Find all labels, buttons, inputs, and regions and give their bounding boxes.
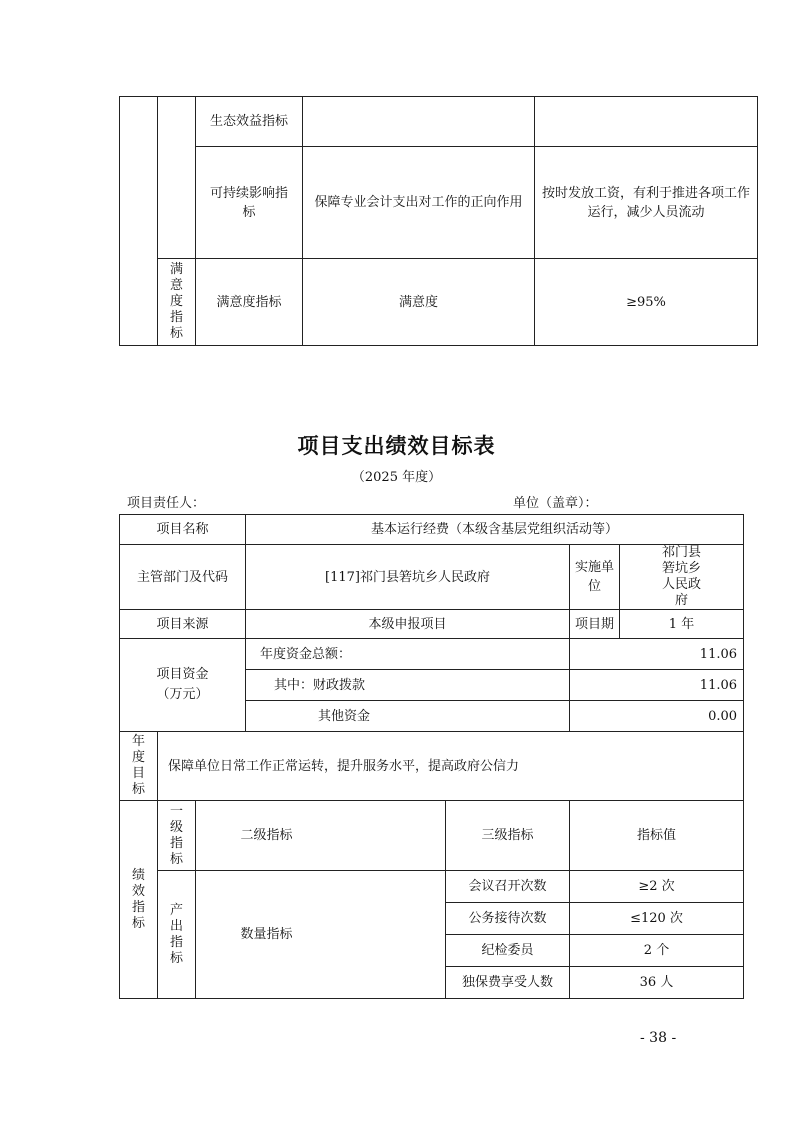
empty-cell bbox=[158, 97, 196, 259]
table-row bbox=[120, 639, 744, 670]
project-name-value: 基本运行经费（本级含基层党组织活动等） bbox=[246, 515, 744, 545]
unit-seal-label: 单位（盖章）： bbox=[513, 496, 598, 511]
page-number: - 38 - bbox=[640, 1030, 677, 1046]
source-label: 项目来源 bbox=[120, 610, 246, 639]
level3-cell bbox=[303, 97, 535, 147]
empty-cell bbox=[120, 97, 158, 346]
fund-item-label: 年度资金总额： bbox=[246, 639, 570, 670]
table-row bbox=[120, 610, 744, 639]
level3-cell: 满意度 bbox=[303, 259, 535, 346]
table-row bbox=[120, 545, 744, 610]
source-value: 本级申报项目 bbox=[246, 610, 570, 639]
output-indicator-label: 产 出 指 标 bbox=[158, 871, 196, 999]
period-label: 项目期 bbox=[570, 610, 620, 639]
value-cell: ≤120 次 bbox=[570, 903, 744, 935]
level3-cell: 公务接待次数 bbox=[446, 903, 570, 935]
dept-value: [117]祁门县箬坑乡人民政府 bbox=[246, 545, 570, 610]
header-level3: 三级指标 bbox=[446, 801, 570, 871]
level3-cell: 会议召开次数 bbox=[446, 871, 570, 903]
level2-cell: 满意度指标 bbox=[196, 259, 303, 346]
page-subtitle: （2025 年度） bbox=[351, 470, 442, 485]
level2-cell: 可持续影响指标 bbox=[196, 147, 303, 259]
level2-cell: 生态效益指标 bbox=[196, 97, 303, 147]
fund-item-value: 0.00 bbox=[570, 701, 744, 732]
table-row bbox=[120, 259, 758, 346]
value-cell bbox=[535, 97, 758, 147]
table-row bbox=[120, 147, 758, 259]
level3-cell: 保障专业会计支出对工作的正向作用 bbox=[303, 147, 535, 259]
funds-label: 项目资金 （万元） bbox=[120, 639, 246, 732]
table-row bbox=[120, 801, 744, 871]
perf-indicator-label: 绩 效 指 标 bbox=[120, 801, 158, 999]
table-row bbox=[120, 97, 758, 147]
table-row bbox=[120, 732, 744, 801]
value-cell: 36 人 bbox=[570, 967, 744, 999]
impl-unit-label: 实施单位 bbox=[570, 545, 620, 610]
period-value: 1 年 bbox=[620, 610, 744, 639]
level3-cell: 纪检委员 bbox=[446, 935, 570, 967]
fund-item-label: 其中：财政拨款 bbox=[246, 670, 570, 701]
header-value: 指标值 bbox=[570, 801, 744, 871]
value-cell: ≥2 次 bbox=[570, 871, 744, 903]
fund-item-label: 其他资金 bbox=[246, 701, 570, 732]
quantity-indicator-label: 数量指标 bbox=[196, 871, 446, 999]
performance-target-table bbox=[119, 514, 744, 999]
value-cell: 2 个 bbox=[570, 935, 744, 967]
table-row bbox=[120, 871, 744, 903]
fund-item-value: 11.06 bbox=[570, 670, 744, 701]
annual-goal-label: 年 度 目 标 bbox=[120, 732, 158, 801]
continuation-table bbox=[119, 96, 758, 346]
header-level2: 二级指标 bbox=[196, 801, 446, 871]
header-level1: 一 级 指 标 bbox=[158, 801, 196, 871]
annual-goal-text: 保障单位日常工作正常运转，提升服务水平，提高政府公信力 bbox=[158, 732, 744, 801]
page-title: 项目支出绩效目标表 bbox=[297, 433, 496, 458]
fund-item-value: 11.06 bbox=[570, 639, 744, 670]
impl-unit-value: 祁门县 箬坑乡 人民政 府 bbox=[620, 545, 744, 610]
project-name-label: 项目名称 bbox=[120, 515, 246, 545]
value-cell: ≥95% bbox=[535, 259, 758, 346]
responsible-label: 项目责任人： bbox=[127, 496, 206, 511]
level1-cell: 满 意 度 指 标 bbox=[158, 259, 196, 346]
value-cell: 按时发放工资，有利于推进各项工作运行，减少人员流动 bbox=[535, 147, 758, 259]
dept-label: 主管部门及代码 bbox=[120, 545, 246, 610]
table-row bbox=[120, 515, 744, 545]
level3-cell: 独保费享受人数 bbox=[446, 967, 570, 999]
